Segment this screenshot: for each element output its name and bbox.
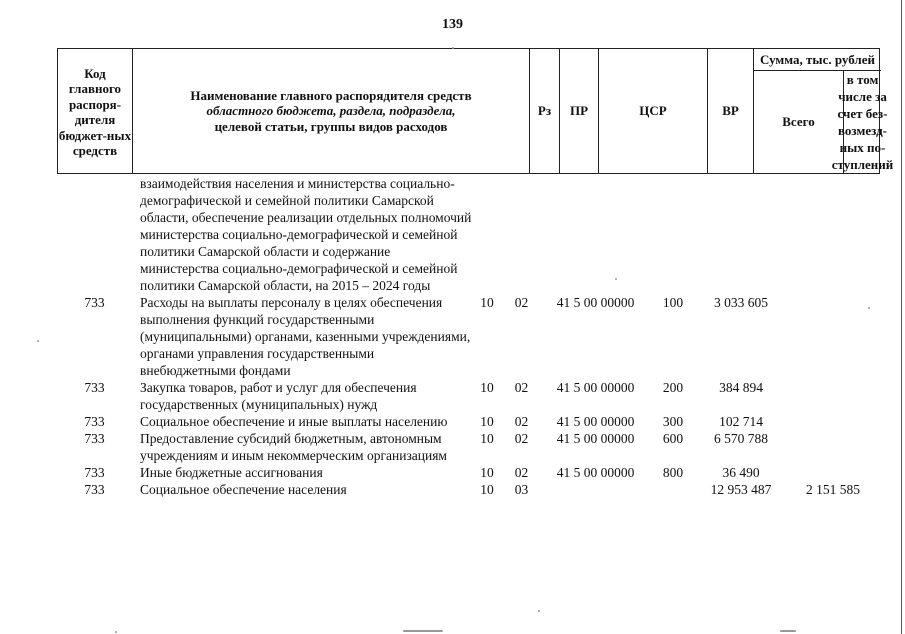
- scan-speck: [780, 630, 796, 632]
- row-free: 2 151 585: [806, 482, 860, 497]
- row-code: 733: [84, 380, 105, 395]
- row-name: Социальное обеспечение и иные выплаты населению: [140, 414, 448, 429]
- row-vr: 800: [662, 465, 684, 480]
- row-total: 12 953 487: [710, 482, 772, 497]
- row-csr: 41 5 00 00000: [556, 431, 635, 446]
- header-name-line1: Наименование главного распорядителя средств: [190, 87, 472, 103]
- header-rz: Рз: [530, 49, 560, 173]
- row-total: 3 033 605: [714, 295, 768, 310]
- row-code: 733: [84, 414, 105, 429]
- scan-speck: [403, 630, 443, 632]
- header-sum: Сумма, тыс. рублей: [754, 49, 881, 71]
- table-header: [57, 48, 894, 174]
- row-total: 102 714: [719, 414, 763, 429]
- row-code: 733: [84, 431, 105, 446]
- row-total: 384 894: [719, 380, 763, 395]
- row-rz: 10: [480, 295, 494, 310]
- row-total: 6 570 788: [714, 431, 768, 446]
- row-name: Иные бюджетные ассигнования: [140, 465, 323, 480]
- header-code: Код главного распоря-дителя бюджет-ных средств: [58, 49, 133, 173]
- row-csr: 41 5 00 00000: [556, 414, 635, 429]
- row-rz: 10: [480, 414, 494, 429]
- row-code: 733: [84, 465, 105, 480]
- header-name: [133, 49, 530, 173]
- table-row: [0, 175, 905, 294]
- row-rz: 10: [480, 431, 494, 446]
- page-number: 139: [442, 17, 463, 32]
- row-vr: 100: [662, 295, 684, 310]
- row-name: Предоставление субсидий бюджетным, автономным учреждениям и иным некоммерческим организациям: [140, 431, 447, 463]
- table-row: [0, 430, 905, 464]
- scan-speck: [538, 610, 540, 612]
- table-row: [0, 294, 905, 379]
- row-name: Социальное обеспечение населения: [140, 482, 347, 497]
- row-pr: 02: [514, 380, 529, 395]
- scan-speck: [615, 278, 617, 280]
- table-row: [0, 481, 905, 498]
- row-total: 36 490: [722, 465, 760, 480]
- scan-speck: [452, 47, 454, 49]
- row-csr: 41 5 00 00000: [556, 465, 635, 480]
- table-row: [0, 379, 905, 413]
- row-code: 733: [84, 482, 105, 497]
- row-name: взаимодействия населения и министерства социально-демографической и семейной политики Самарской области, обеспечение реализации отдельных полномочий министерства социально-демографической и семейной политики Самарской области и содержание министерства социально-демографической и семейной политики Самарской области, на 2015 – 2024 годы: [140, 176, 472, 293]
- header-vr: ВР: [708, 49, 754, 173]
- header-name-line2: областного бюджета, раздела, подраздела,: [206, 103, 456, 119]
- row-pr: 02: [514, 431, 529, 446]
- row-name: Закупка товаров, работ и услуг для обеспечения государственных (муниципальных) нужд: [140, 380, 417, 412]
- row-vr: 200: [662, 380, 684, 395]
- row-vr: 600: [662, 431, 684, 446]
- row-rz: 10: [480, 482, 494, 497]
- row-vr: 300: [662, 414, 684, 429]
- header-name-line3: целевой статьи, группы видов расходов: [214, 118, 448, 134]
- row-pr: 02: [514, 414, 529, 429]
- row-csr: 41 5 00 00000: [556, 380, 635, 395]
- scan-speck: [868, 307, 870, 309]
- row-pr: 02: [514, 295, 529, 310]
- table-body: [0, 175, 905, 498]
- row-rz: 10: [480, 380, 494, 395]
- row-name: Расходы на выплаты персоналу в целях обеспечения выполнения функций государственными (муниципальными) органами, казенными учреждениями, органами управления государственными внебюджетными фондами: [140, 295, 471, 378]
- row-rz: 10: [480, 465, 494, 480]
- row-pr: 03: [514, 482, 529, 497]
- row-code: 733: [84, 295, 105, 310]
- header-sum-group: [754, 49, 894, 173]
- header-sum-part: в том числе за счет без-возмезд-ных по-ступлений: [831, 72, 894, 172]
- row-pr: 02: [514, 465, 529, 480]
- header-sum-all: Всего: [754, 71, 844, 173]
- scan-speck: [37, 340, 39, 342]
- header-csr: ЦСР: [599, 49, 708, 173]
- table-row: [0, 464, 905, 481]
- header-pr: ПР: [560, 49, 599, 173]
- table-row: [0, 413, 905, 430]
- row-csr: 41 5 00 00000: [556, 295, 635, 310]
- scan-speck: [115, 631, 117, 633]
